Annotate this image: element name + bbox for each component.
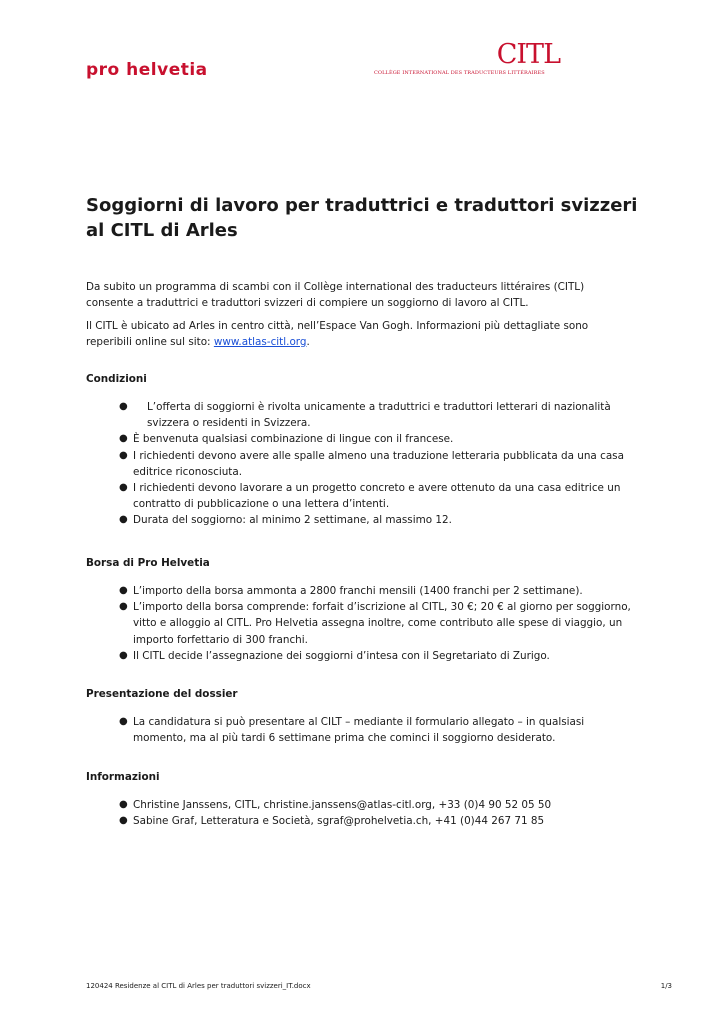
bullet-icon: ● [119, 601, 128, 613]
list-item [119, 797, 639, 813]
citl-logo [374, 41, 574, 76]
list-item [119, 512, 631, 528]
list-item-text: Sabine Graf, Letteratura e Società, sgraf@prohelvetia.ch, +41 (0)44 267 71 85 [133, 815, 545, 828]
informazioni-list [119, 797, 639, 829]
list-item-text: L’importo della borsa ammonta a 2800 franchi mensili (1400 franchi per 2 settimane). [133, 585, 583, 597]
citl-logo-mark: CITL [496, 39, 560, 70]
atlas-citl-link[interactable]: www.atlas-citl.org [213, 335, 307, 348]
bullet-icon: ● [119, 401, 128, 412]
footer-filename: 120424 Residenze al CITL di Arles per traduttori svizzeri_IT.docx [86, 982, 311, 990]
section-title-condizioni: Condizioni [86, 373, 147, 385]
list-item-text: La candidatura si può presentare al CILT – mediante il formulario allegato – in qualsiasi momento, ma al più tardi 6 settimane prima che cominci il soggiorno desiderato. [133, 716, 585, 745]
bullet-icon: ● [119, 716, 128, 727]
footer-page-number: 1/3 [660, 982, 672, 990]
list-item-text: I richiedenti devono lavorare a un progetto concreto e avere ottenuto da una casa editrice un contratto di pubblicazione o una lettera d’intenti. [133, 482, 621, 511]
bullet-icon: ● [119, 449, 128, 461]
list-item [119, 399, 631, 431]
list-item-text: Christine Janssens, CITL, christine.janssens@atlas-citl.org, +33 (0)4 90 52 05 50 [133, 799, 552, 811]
list-item-text: I richiedenti devono avere alle spalle almeno una traduzione letteraria pubblicata da una casa editrice riconosciuta. [133, 449, 624, 478]
intro-paragraph-2-text: Il CITL è ubicato ad Arles in centro città, nell’Espace Van Gogh. Informazioni più dettagliate sono reperibili online sul sito: [86, 320, 589, 348]
intro-paragraph-2 [86, 319, 626, 350]
list-item-text: L’offerta di soggiorni è rivolta unicamente a traduttrici e traduttori letterari di nazionalità svizzera o residenti in Svizzera. [147, 401, 611, 430]
intro-paragraph-2-end: . [306, 335, 310, 348]
list-item-text: Durata del soggiorno: al minimo 2 settimane, al massimo 12. [133, 514, 452, 527]
section-title-presentazione: Presentazione del dossier [86, 688, 238, 700]
list-item [119, 599, 631, 648]
bullet-icon: ● [119, 585, 128, 596]
bullet-icon: ● [119, 799, 128, 810]
bullet-icon: ● [119, 815, 128, 827]
intro-paragraph-1: Da subito un programma di scambi con il Collège international des traducteurs littéraires (CITL) consente a traduttrici e traduttori svizzeri di compiere un soggiorno di lavoro al CITL. [86, 281, 585, 309]
condizioni-list [119, 399, 631, 529]
page-title: Soggiorni di lavoro per traduttrici e traduttori svizzeri al CITL di Arles [86, 195, 638, 241]
list-item-text: È benvenuta qualsiasi combinazione di lingue con il francese. [133, 433, 454, 446]
borsa-list [119, 583, 631, 664]
bullet-icon: ● [119, 649, 128, 661]
list-item [119, 431, 631, 447]
bullet-icon: ● [119, 433, 128, 445]
citl-logo-subtitle: COLLÈGE INTERNATIONAL DES TRADUCTEURS LITTÉRAIRES [374, 70, 545, 76]
list-item [119, 813, 639, 829]
list-item-text: L’importo della borsa comprende: forfait d’iscrizione al CITL, 30 €; 20 € al giorno per soggiorno, vitto e alloggio al CITL. Pro Helvetia assegna inoltre, come contributo alle spese di viaggio, un importo forfettario di 300 franchi. [133, 601, 631, 646]
list-item [119, 583, 631, 599]
bullet-icon: ● [119, 482, 128, 494]
section-title-informazioni: Informazioni [86, 771, 160, 783]
list-item [119, 480, 631, 512]
list-item-text: Il CITL decide l’assegnazione dei soggiorni d’intesa con il Segretariato di Zurigo. [133, 649, 550, 662]
list-item [119, 648, 631, 664]
prohelvetia-logo: pro helvetia [86, 60, 208, 80]
presentazione-list [119, 714, 631, 746]
list-item [119, 714, 631, 746]
section-title-borsa: Borsa di Pro Helvetia [86, 557, 210, 569]
list-item [119, 448, 631, 480]
bullet-icon: ● [119, 514, 128, 526]
